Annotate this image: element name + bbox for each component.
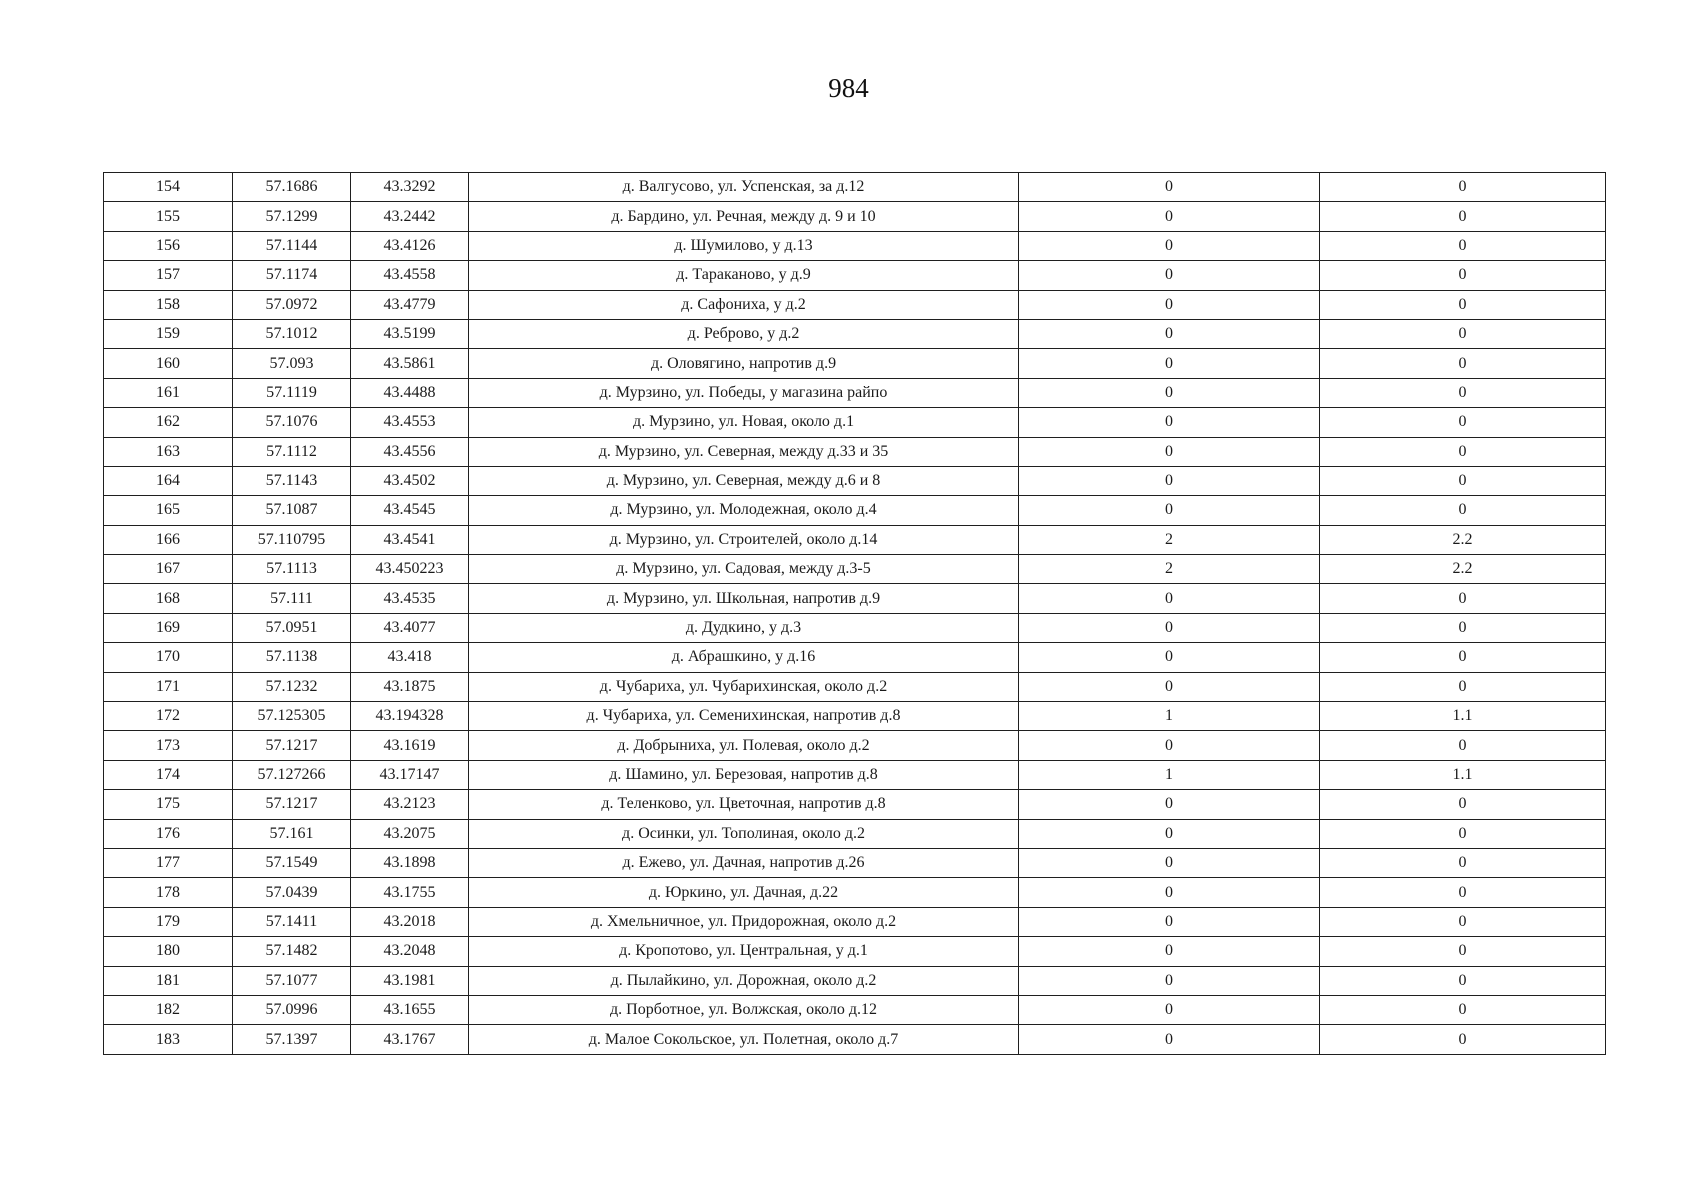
table-row xyxy=(104,466,1606,495)
row-number-cell: 174 xyxy=(104,760,233,789)
value-1-cell: 1 xyxy=(1019,760,1320,789)
longitude-cell: 43.1655 xyxy=(351,995,469,1024)
longitude-cell: 43.4779 xyxy=(351,290,469,319)
address-cell: д. Мурзино, ул. Молодежная, около д.4 xyxy=(469,496,1019,525)
longitude-cell: 43.4535 xyxy=(351,584,469,613)
value-2-cell: 0 xyxy=(1320,202,1606,231)
longitude-cell: 43.1619 xyxy=(351,731,469,760)
value-2-cell: 0 xyxy=(1320,290,1606,319)
value-1-cell: 0 xyxy=(1019,819,1320,848)
table-row xyxy=(104,1025,1606,1054)
data-table xyxy=(103,172,1606,1055)
row-number-cell: 156 xyxy=(104,231,233,260)
address-cell: д. Пылайкино, ул. Дорожная, около д.2 xyxy=(469,966,1019,995)
row-number-cell: 160 xyxy=(104,349,233,378)
latitude-cell: 57.0439 xyxy=(233,878,351,907)
value-1-cell: 0 xyxy=(1019,1025,1320,1054)
latitude-cell: 57.127266 xyxy=(233,760,351,789)
value-2-cell: 0 xyxy=(1320,613,1606,642)
address-cell: д. Сафониха, у д.2 xyxy=(469,290,1019,319)
latitude-cell: 57.125305 xyxy=(233,702,351,731)
row-number-cell: 180 xyxy=(104,937,233,966)
latitude-cell: 57.1112 xyxy=(233,437,351,466)
longitude-cell: 43.2018 xyxy=(351,907,469,936)
value-2-cell: 0 xyxy=(1320,1025,1606,1054)
row-number-cell: 162 xyxy=(104,408,233,437)
latitude-cell: 57.1143 xyxy=(233,466,351,495)
value-2-cell: 0 xyxy=(1320,378,1606,407)
row-number-cell: 154 xyxy=(104,173,233,202)
table-row xyxy=(104,290,1606,319)
longitude-cell: 43.1767 xyxy=(351,1025,469,1054)
value-1-cell: 0 xyxy=(1019,643,1320,672)
value-2-cell: 0 xyxy=(1320,995,1606,1024)
longitude-cell: 43.3292 xyxy=(351,173,469,202)
table-row xyxy=(104,702,1606,731)
value-1-cell: 2 xyxy=(1019,525,1320,554)
latitude-cell: 57.1077 xyxy=(233,966,351,995)
address-cell: д. Шумилово, у д.13 xyxy=(469,231,1019,260)
value-2-cell: 2.2 xyxy=(1320,525,1606,554)
longitude-cell: 43.5861 xyxy=(351,349,469,378)
longitude-cell: 43.2048 xyxy=(351,937,469,966)
table-row xyxy=(104,525,1606,554)
longitude-cell: 43.4553 xyxy=(351,408,469,437)
table-row xyxy=(104,613,1606,642)
address-cell: д. Мурзино, ул. Победы, у магазина райпо xyxy=(469,378,1019,407)
value-1-cell: 0 xyxy=(1019,613,1320,642)
latitude-cell: 57.1113 xyxy=(233,555,351,584)
row-number-cell: 163 xyxy=(104,437,233,466)
longitude-cell: 43.418 xyxy=(351,643,469,672)
value-1-cell: 0 xyxy=(1019,496,1320,525)
table-row xyxy=(104,672,1606,701)
value-1-cell: 0 xyxy=(1019,731,1320,760)
latitude-cell: 57.111 xyxy=(233,584,351,613)
address-cell: д. Кропотово, ул. Центральная, у д.1 xyxy=(469,937,1019,966)
address-cell: д. Юркино, ул. Дачная, д.22 xyxy=(469,878,1019,907)
latitude-cell: 57.1217 xyxy=(233,731,351,760)
value-1-cell: 0 xyxy=(1019,848,1320,877)
value-2-cell: 0 xyxy=(1320,819,1606,848)
address-cell: д. Мурзино, ул. Строителей, около д.14 xyxy=(469,525,1019,554)
latitude-cell: 57.1299 xyxy=(233,202,351,231)
value-2-cell: 0 xyxy=(1320,966,1606,995)
latitude-cell: 57.1482 xyxy=(233,937,351,966)
table-row xyxy=(104,173,1606,202)
row-number-cell: 164 xyxy=(104,466,233,495)
table-row xyxy=(104,907,1606,936)
row-number-cell: 181 xyxy=(104,966,233,995)
table-row xyxy=(104,378,1606,407)
table-row xyxy=(104,555,1606,584)
address-cell: д. Абрашкино, у д.16 xyxy=(469,643,1019,672)
latitude-cell: 57.0951 xyxy=(233,613,351,642)
row-number-cell: 157 xyxy=(104,261,233,290)
latitude-cell: 57.1012 xyxy=(233,319,351,348)
row-number-cell: 183 xyxy=(104,1025,233,1054)
row-number-cell: 155 xyxy=(104,202,233,231)
address-cell: д. Тараканово, у д.9 xyxy=(469,261,1019,290)
address-cell: д. Реброво, у д.2 xyxy=(469,319,1019,348)
longitude-cell: 43.2442 xyxy=(351,202,469,231)
row-number-cell: 159 xyxy=(104,319,233,348)
latitude-cell: 57.1549 xyxy=(233,848,351,877)
longitude-cell: 43.4556 xyxy=(351,437,469,466)
value-1-cell: 0 xyxy=(1019,907,1320,936)
row-number-cell: 178 xyxy=(104,878,233,907)
longitude-cell: 43.4488 xyxy=(351,378,469,407)
row-number-cell: 177 xyxy=(104,848,233,877)
row-number-cell: 170 xyxy=(104,643,233,672)
row-number-cell: 182 xyxy=(104,995,233,1024)
address-cell: д. Порботное, ул. Волжская, около д.12 xyxy=(469,995,1019,1024)
longitude-cell: 43.1981 xyxy=(351,966,469,995)
value-1-cell: 0 xyxy=(1019,878,1320,907)
table-row xyxy=(104,966,1606,995)
address-cell: д. Оловягино, напротив д.9 xyxy=(469,349,1019,378)
value-2-cell: 0 xyxy=(1320,878,1606,907)
latitude-cell: 57.1138 xyxy=(233,643,351,672)
value-1-cell: 0 xyxy=(1019,408,1320,437)
address-cell: д. Бардино, ул. Речная, между д. 9 и 10 xyxy=(469,202,1019,231)
table-row xyxy=(104,496,1606,525)
value-1-cell: 0 xyxy=(1019,319,1320,348)
longitude-cell: 43.450223 xyxy=(351,555,469,584)
latitude-cell: 57.1397 xyxy=(233,1025,351,1054)
value-2-cell: 1.1 xyxy=(1320,702,1606,731)
value-2-cell: 0 xyxy=(1320,907,1606,936)
row-number-cell: 173 xyxy=(104,731,233,760)
value-1-cell: 0 xyxy=(1019,290,1320,319)
longitude-cell: 43.4558 xyxy=(351,261,469,290)
table-row xyxy=(104,819,1606,848)
longitude-cell: 43.4126 xyxy=(351,231,469,260)
address-cell: д. Мурзино, ул. Северная, между д.33 и 35 xyxy=(469,437,1019,466)
value-2-cell: 0 xyxy=(1320,937,1606,966)
latitude-cell: 57.0972 xyxy=(233,290,351,319)
value-1-cell: 2 xyxy=(1019,555,1320,584)
value-2-cell: 0 xyxy=(1320,408,1606,437)
address-cell: д. Малое Сокольское, ул. Полетная, около д.7 xyxy=(469,1025,1019,1054)
value-1-cell: 0 xyxy=(1019,378,1320,407)
value-2-cell: 0 xyxy=(1320,173,1606,202)
longitude-cell: 43.4545 xyxy=(351,496,469,525)
table-row xyxy=(104,202,1606,231)
latitude-cell: 57.093 xyxy=(233,349,351,378)
value-2-cell: 0 xyxy=(1320,437,1606,466)
address-cell: д. Мурзино, ул. Новая, около д.1 xyxy=(469,408,1019,437)
latitude-cell: 57.1119 xyxy=(233,378,351,407)
table-row xyxy=(104,790,1606,819)
row-number-cell: 176 xyxy=(104,819,233,848)
value-1-cell: 0 xyxy=(1019,437,1320,466)
value-2-cell: 0 xyxy=(1320,584,1606,613)
address-cell: д. Валгусово, ул. Успенская, за д.12 xyxy=(469,173,1019,202)
table-row xyxy=(104,584,1606,613)
value-1-cell: 0 xyxy=(1019,466,1320,495)
address-cell: д. Хмельничное, ул. Придорожная, около д.2 xyxy=(469,907,1019,936)
longitude-cell: 43.2075 xyxy=(351,819,469,848)
value-1-cell: 0 xyxy=(1019,672,1320,701)
value-2-cell: 0 xyxy=(1320,672,1606,701)
latitude-cell: 57.1087 xyxy=(233,496,351,525)
value-2-cell: 0 xyxy=(1320,731,1606,760)
row-number-cell: 167 xyxy=(104,555,233,584)
longitude-cell: 43.4077 xyxy=(351,613,469,642)
value-2-cell: 2.2 xyxy=(1320,555,1606,584)
value-2-cell: 0 xyxy=(1320,496,1606,525)
latitude-cell: 57.1686 xyxy=(233,173,351,202)
latitude-cell: 57.1144 xyxy=(233,231,351,260)
value-1-cell: 0 xyxy=(1019,790,1320,819)
row-number-cell: 169 xyxy=(104,613,233,642)
address-cell: д. Ежево, ул. Дачная, напротив д.26 xyxy=(469,848,1019,877)
longitude-cell: 43.17147 xyxy=(351,760,469,789)
row-number-cell: 175 xyxy=(104,790,233,819)
value-1-cell: 0 xyxy=(1019,261,1320,290)
longitude-cell: 43.2123 xyxy=(351,790,469,819)
table-row xyxy=(104,848,1606,877)
latitude-cell: 57.1232 xyxy=(233,672,351,701)
value-2-cell: 0 xyxy=(1320,349,1606,378)
table-body xyxy=(104,173,1606,1055)
value-1-cell: 0 xyxy=(1019,349,1320,378)
value-2-cell: 0 xyxy=(1320,466,1606,495)
address-cell: д. Чубариха, ул. Чубарихинская, около д.2 xyxy=(469,672,1019,701)
longitude-cell: 43.1755 xyxy=(351,878,469,907)
table-row xyxy=(104,937,1606,966)
table-row xyxy=(104,349,1606,378)
latitude-cell: 57.1076 xyxy=(233,408,351,437)
value-2-cell: 0 xyxy=(1320,848,1606,877)
address-cell: д. Шамино, ул. Березовая, напротив д.8 xyxy=(469,760,1019,789)
value-1-cell: 0 xyxy=(1019,173,1320,202)
value-2-cell: 0 xyxy=(1320,790,1606,819)
page-number: 984 xyxy=(828,73,869,103)
address-cell: д. Добрыниха, ул. Полевая, около д.2 xyxy=(469,731,1019,760)
value-1-cell: 0 xyxy=(1019,231,1320,260)
latitude-cell: 57.0996 xyxy=(233,995,351,1024)
table-row xyxy=(104,408,1606,437)
address-cell: д. Дудкино, у д.3 xyxy=(469,613,1019,642)
value-2-cell: 0 xyxy=(1320,643,1606,672)
longitude-cell: 43.194328 xyxy=(351,702,469,731)
row-number-cell: 165 xyxy=(104,496,233,525)
latitude-cell: 57.1174 xyxy=(233,261,351,290)
value-1-cell: 0 xyxy=(1019,937,1320,966)
value-1-cell: 0 xyxy=(1019,995,1320,1024)
row-number-cell: 168 xyxy=(104,584,233,613)
value-1-cell: 0 xyxy=(1019,584,1320,613)
address-cell: д. Осинки, ул. Тополиная, около д.2 xyxy=(469,819,1019,848)
value-1-cell: 0 xyxy=(1019,966,1320,995)
address-cell: д. Мурзино, ул. Северная, между д.6 и 8 xyxy=(469,466,1019,495)
table-row xyxy=(104,731,1606,760)
longitude-cell: 43.4502 xyxy=(351,466,469,495)
latitude-cell: 57.110795 xyxy=(233,525,351,554)
latitude-cell: 57.161 xyxy=(233,819,351,848)
table-row xyxy=(104,231,1606,260)
value-2-cell: 1.1 xyxy=(1320,760,1606,789)
address-cell: д. Мурзино, ул. Школьная, напротив д.9 xyxy=(469,584,1019,613)
longitude-cell: 43.1875 xyxy=(351,672,469,701)
value-2-cell: 0 xyxy=(1320,319,1606,348)
table-row xyxy=(104,437,1606,466)
value-1-cell: 0 xyxy=(1019,202,1320,231)
table-row xyxy=(104,760,1606,789)
row-number-cell: 171 xyxy=(104,672,233,701)
value-2-cell: 0 xyxy=(1320,231,1606,260)
value-2-cell: 0 xyxy=(1320,261,1606,290)
row-number-cell: 158 xyxy=(104,290,233,319)
row-number-cell: 179 xyxy=(104,907,233,936)
table-row xyxy=(104,643,1606,672)
address-cell: д. Теленково, ул. Цветочная, напротив д.8 xyxy=(469,790,1019,819)
address-cell: д. Чубариха, ул. Семенихинская, напротив д.8 xyxy=(469,702,1019,731)
table-row xyxy=(104,319,1606,348)
longitude-cell: 43.4541 xyxy=(351,525,469,554)
table-row xyxy=(104,878,1606,907)
longitude-cell: 43.5199 xyxy=(351,319,469,348)
address-cell: д. Мурзино, ул. Садовая, между д.3-5 xyxy=(469,555,1019,584)
row-number-cell: 172 xyxy=(104,702,233,731)
value-1-cell: 1 xyxy=(1019,702,1320,731)
latitude-cell: 57.1411 xyxy=(233,907,351,936)
latitude-cell: 57.1217 xyxy=(233,790,351,819)
longitude-cell: 43.1898 xyxy=(351,848,469,877)
table-row xyxy=(104,995,1606,1024)
row-number-cell: 166 xyxy=(104,525,233,554)
table-row xyxy=(104,261,1606,290)
row-number-cell: 161 xyxy=(104,378,233,407)
